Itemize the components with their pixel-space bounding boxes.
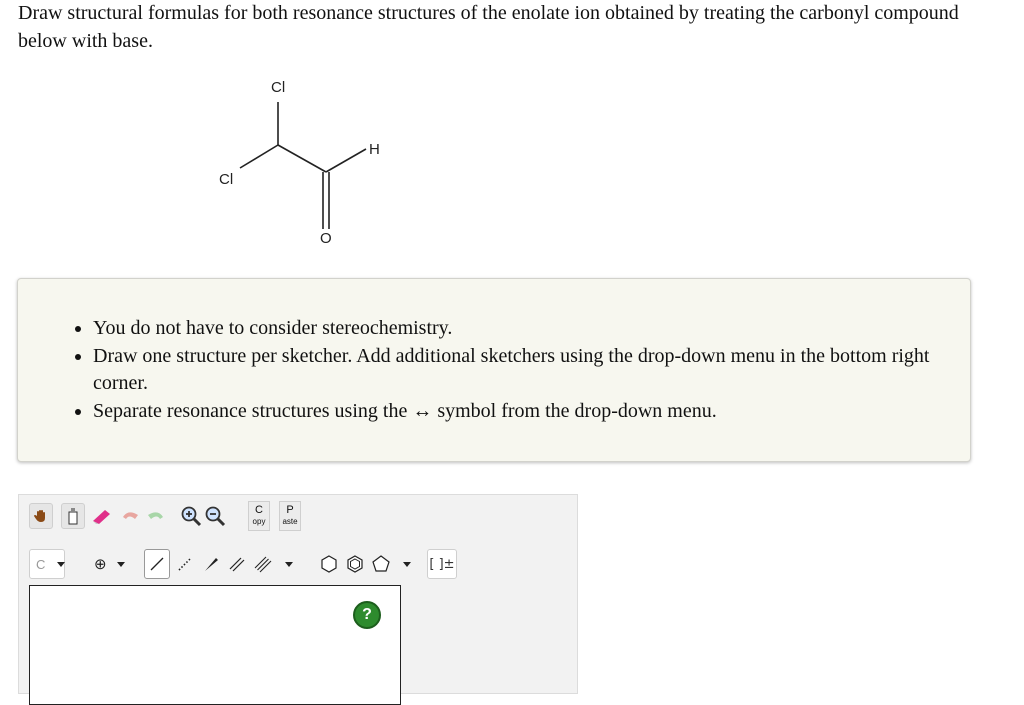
eraser-icon[interactable] — [90, 503, 114, 529]
charge-plus-icon: ⊕ — [94, 556, 107, 573]
atom-o: O — [320, 230, 332, 247]
atom-cl-top: Cl — [271, 79, 286, 96]
atom-select[interactable] — [29, 549, 65, 579]
bracket-label: [ ]± — [429, 556, 455, 572]
bond-c2-c1 — [278, 145, 326, 172]
instruction-item: • Separate resonance structures using the ↔ symbol from the drop-down menu. — [93, 398, 970, 425]
cyclopentane-tool[interactable] — [368, 549, 394, 579]
instructions-box — [17, 278, 971, 462]
paste-label-top: P — [286, 504, 294, 516]
hand-icon[interactable] — [29, 503, 53, 529]
zoom-in-icon[interactable] — [179, 503, 203, 529]
instruction-item: • You do not have to consider stereochemistry. — [93, 315, 970, 342]
atom-h: H — [369, 141, 380, 158]
drawing-canvas[interactable] — [29, 585, 401, 705]
hash-bond-tool[interactable] — [172, 549, 198, 579]
undo-icon[interactable] — [119, 503, 143, 529]
paste-button[interactable] — [279, 501, 301, 531]
double-bond-tool[interactable] — [224, 549, 250, 579]
chevron-down-icon — [117, 562, 125, 567]
bond-c2-c3 — [240, 145, 278, 168]
charge-select[interactable] — [86, 549, 130, 579]
cyclohexane-tool[interactable] — [316, 549, 342, 579]
sketcher-widget — [18, 494, 578, 694]
bond-menu-button[interactable] — [276, 549, 302, 579]
molecule-structure — [190, 72, 420, 252]
bracket-tool[interactable] — [427, 549, 457, 579]
wedge-bond-tool[interactable] — [198, 549, 224, 579]
bond-c1-h — [326, 149, 366, 172]
clear-canvas-icon[interactable] — [61, 503, 85, 529]
copy-label-bottom: opy — [252, 517, 266, 526]
redo-icon[interactable] — [143, 503, 167, 529]
question-text: Draw structural formulas for both resonance structures of the enolate ion obtained by treating the carbonyl compound below with base. — [18, 2, 959, 52]
ring-menu-button[interactable] — [394, 549, 420, 579]
atom-cl-left: Cl — [219, 171, 234, 188]
zoom-out-icon[interactable] — [203, 503, 227, 529]
benzene-tool[interactable] — [342, 549, 368, 579]
instructions-list — [18, 315, 970, 425]
copy-label-top: C — [255, 504, 263, 516]
paste-label-bottom: aste — [282, 517, 298, 526]
triple-bond-tool[interactable] — [250, 549, 276, 579]
atom-select-value: C — [36, 556, 46, 572]
chevron-down-icon — [57, 562, 65, 567]
copy-button[interactable] — [248, 501, 270, 531]
chevron-down-icon — [403, 562, 411, 567]
chevron-down-icon — [285, 562, 293, 567]
help-button[interactable]: ? — [353, 601, 381, 629]
instruction-item: • Draw one structure per sketcher. Add additional sketchers using the drop-down menu in the bottom right corner. — [93, 343, 970, 397]
single-bond-tool[interactable] — [144, 549, 170, 579]
